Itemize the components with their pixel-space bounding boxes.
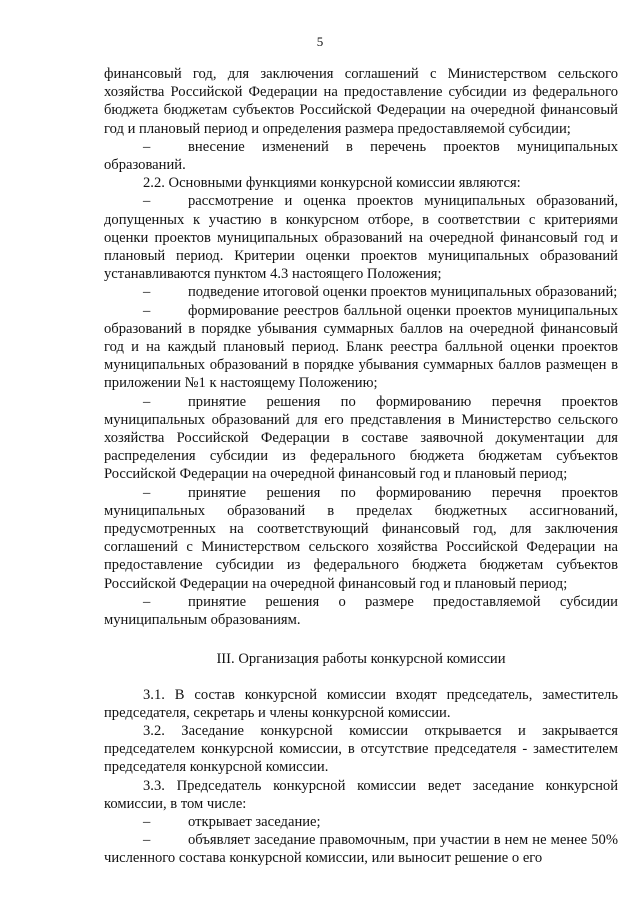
list-item: – подведение итоговой оценки проектов муниципальных образований; [104, 283, 618, 301]
list-item: – принятие решения о размере предоставляемой субсидии муниципальным образованиям. [104, 593, 618, 629]
list-item: – объявляет заседание правомочным, при участии в нем не менее 50% численного состава конкурсной комиссии, или выносит решение о его [104, 831, 618, 867]
list-item: – открывает заседание; [104, 813, 618, 831]
list-item: – принятие решения по формированию перечня проектов муниципальных образований в пределах бюджетных ассигнований, предусмотренных на соответствующий финансовый год, для заключения соглашений с Министерством сельского хозяйства Российской Федерации на предоставление субсидии из федерального бюджета бюджетам субъектов Российской Федерации на очередной финансовый год и плановый период; [104, 484, 618, 593]
document-body [104, 65, 618, 868]
paragraph: 3.3. Председатель конкурсной комиссии ведет заседание конкурсной комиссии, в том числе: [104, 777, 618, 812]
paragraph: 3.2. Заседание конкурсной комиссии открывается и закрывается председателем конкурсной комиссии, в отсутствие председателя - заместителем председателя конкурсной комиссии. [104, 722, 618, 776]
paragraph: 2.2. Основными функциями конкурсной комиссии являются: [143, 175, 521, 192]
section-heading: III. Организация работы конкурсной комиссии [216, 651, 506, 668]
page-number: 5 [316, 34, 324, 49]
list-item: – внесение изменений в перечень проектов муниципальных образований. [104, 138, 618, 174]
list-item: – формирование реестров балльной оценки проектов муниципальных образований в порядке убывания суммарных баллов на очередной финансовый год и на каждый плановый период. Бланк реестра балльной оценки проектов муниципальных образований в порядке убывания суммарных баллов размещен в приложении №1 к настоящему Положению; [104, 302, 618, 393]
paragraph: 3.1. В состав конкурсной комиссии входят председатель, заместитель председателя, секретарь и члены конкурсной комиссии. [104, 686, 618, 721]
list-item: – принятие решения по формированию перечня проектов муниципальных образований для его представления в Министерство сельского хозяйства Российской Федерации в составе заявочной документации для распределения субсидии из федерального бюджета бюджетам субъектов Российской Федерации на очередной финансовый год и плановый период; [104, 393, 618, 484]
paragraph: финансовый год, для заключения соглашений с Министерством сельского хозяйства Российской Федерации на предоставление субсидии из федерального бюджета бюджетам субъектов Российской Федерации на очередной финансовый год и плановый период и определения размера предоставляемой субсидии; [104, 66, 618, 137]
list-item: – рассмотрение и оценка проектов муниципальных образований, допущенных к участию в конкурсном отборе, в соответствии с критериями оценки проектов муниципальных образований на очередной финансовый год и плановый период. Критерии оценки проектов муниципальных образований устанавливаются пунктом 4.3 настоящего Положения; [104, 192, 618, 283]
